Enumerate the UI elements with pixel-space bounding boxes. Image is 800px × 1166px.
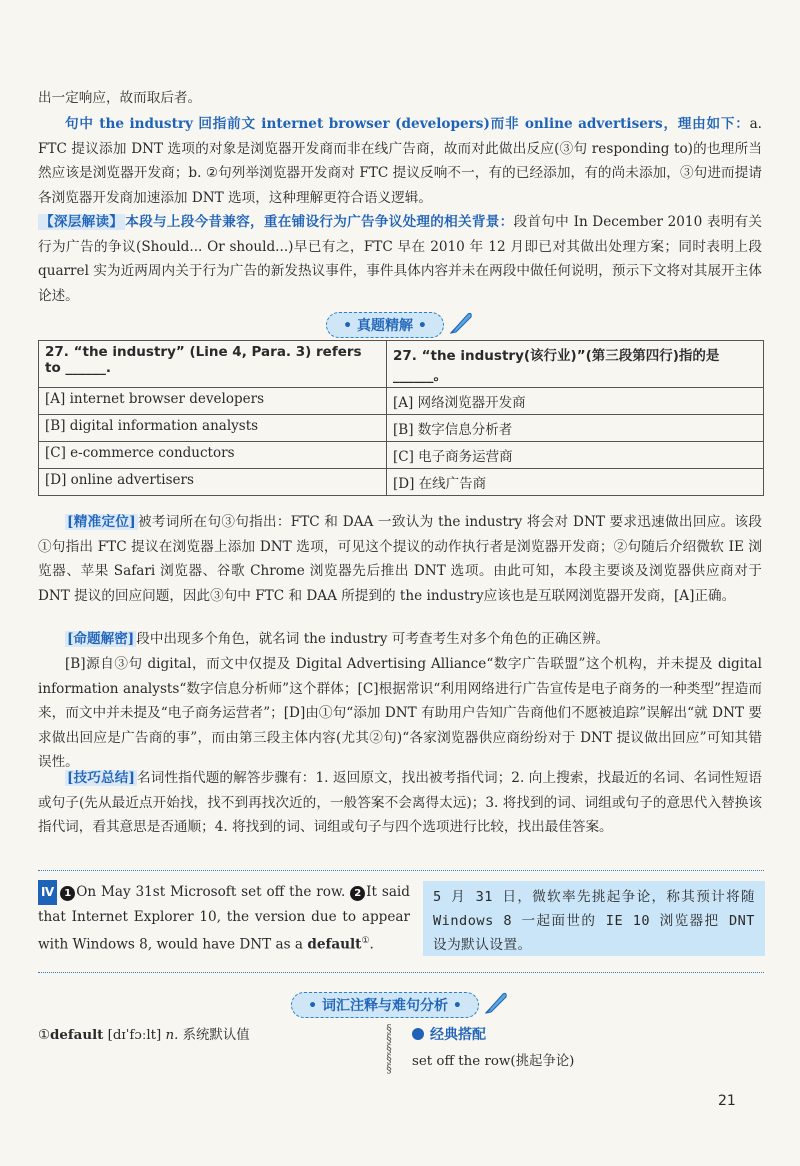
question-zh: 27. “the industry(该行业)”(第三段第四行)指的是______。 — [387, 341, 764, 388]
paragraph-question-decode — [38, 627, 762, 652]
page-number: 21 — [718, 1093, 736, 1109]
deep-reading-tag: 【深层解读】 — [40, 214, 124, 230]
banner-pill: • 真题精解 • — [326, 312, 444, 338]
technique-text: 名词性指代题的解答步骤有：1. 返回原文，找出被考指代词；2. 向上搜索，找最近的名词、名词性短语或句子(先从最近点开始找，找不到再找次近的，一般答案不会离得太远)；3. 将找到的词、词组或句子的意思代入替换该指代词，看其意思是否通顺；4. 将找到的词、词组或句子与四个选项进行比较，找出最佳答案。 — [38, 770, 762, 835]
option-row — [39, 388, 764, 415]
paragraph-distractors — [38, 652, 762, 775]
section-number: Ⅳ — [38, 880, 57, 905]
option-a-zh: [A] 网络浏览器开发商 — [387, 388, 764, 415]
option-d-zh: [D] 在线广告商 — [387, 469, 764, 496]
question-decode-tag: [命题解密] — [67, 631, 135, 647]
option-a-en: [A] internet browser developers — [39, 388, 387, 415]
quill-pen-icon — [483, 990, 509, 1020]
sentence-2-marker: 2 — [350, 886, 365, 901]
sentence-1: On May 31st Microsoft set off the row. — [76, 884, 346, 900]
option-c-en: [C] e-commerce conductors — [39, 442, 387, 469]
translation-box — [423, 881, 765, 956]
collocation-item: set off the row(挑起争论) — [412, 1054, 575, 1069]
question-table — [38, 340, 764, 496]
vocab-word: default — [50, 1027, 104, 1043]
distractors-text: [B]源自③句 digital，而文中仅提及 Digital Advertising Alliance“数字广告联盟”这个机构，并未提及 digital information analysts“数字信息分析师”这个群体；[C]根据常识“利用网络进行广告宣传是电子商务的一种类型”捏造而来，而文中并未提及“电子商务运营者”；[D]由①句“添加 DNT 有助用户告知广告商他们不愿被追踪”误解出“就 DNT 要求做出回应是广告商的事”，而由第三段主体内容(尤其②句)“各家浏览器供应商纷纷对于 DNT 提议做出回应”可知其错误性。 — [38, 656, 762, 770]
precise-location-text: 被考词所在句③句指出：FTC 和 DAA 一致认为 the industry 将会对 DNT 要求迅速做出回应。该段①句指出 FTC 提议在浏览器上添加 DNT 选项，可见这个提议的动作执行者是浏览器开发商；②句随后介绍微软 IE 浏览器、苹果 Safari 浏览器、谷歌 Chrome 浏览器先后推出 DNT 选项。由此可知，本段主要谈及浏览器供应商对于 DNT 提议的回应问题，因此③句中 FTC 和 DAA 所提到的 the industry应该也是互联网浏览器开发商，[A]正确。 — [38, 514, 762, 604]
reference-lead: 句中 the industry 回指前文 internet browser (developers)而非 online advertisers，理由如下： — [65, 116, 750, 132]
option-row — [39, 415, 764, 442]
vocab-phonetic: [dɪˈfɔːlt] — [107, 1028, 162, 1043]
footnote-marker: ① — [361, 936, 370, 946]
source-sentence-block — [38, 880, 410, 957]
sentence-1-marker: 1 — [60, 886, 75, 901]
question-en: 27. “the industry” (Line 4, Para. 3) refers to ______. — [39, 341, 387, 388]
option-b-en: [B] digital information analysts — [39, 415, 387, 442]
banner-title: 词汇注释与难句分析 — [322, 997, 448, 1014]
collocation-title — [412, 1024, 486, 1044]
paragraph-intro — [38, 86, 762, 111]
bullet-dot-icon — [412, 1028, 424, 1040]
reference-text: a. FTC 提议添加 DNT 选项的对象是浏览器开发商而非在线广告商，故而对此做出反应(③句 responding to)的也理所当然应该是浏览器开发商；b. ②句列举浏览器开发商对 FTC 提议反响不一，有的已经添加，有的尚未添加，③句进而提请各浏览器开发商加速添加 DNT 选项，这种理解更符合语义逻辑。 — [38, 116, 762, 206]
option-d-en: [D] online advertisers — [39, 469, 387, 496]
question-decode-text: 段中出现多个角色，就名词 the industry 可考查考生对多个角色的正确区辨。 — [136, 631, 610, 647]
divider-bottom — [38, 972, 764, 973]
deep-reading-lead: 本段与上段今昔兼容，重在铺设行为广告争议处理的相关背景： — [125, 214, 514, 230]
intro-text: 出一定响应，故而取后者。 — [38, 90, 202, 106]
vocab-number: ① — [38, 1028, 51, 1043]
option-c-zh: [C] 电子商务运营商 — [387, 442, 764, 469]
question-header-row — [39, 341, 764, 388]
sentence-2-end: . — [369, 936, 374, 953]
quill-pen-icon — [448, 310, 474, 340]
spiral-binding-icon: § § § § § — [386, 1022, 392, 1075]
collocation-title-text: 经典搭配 — [430, 1027, 486, 1043]
banner-real-question — [0, 310, 800, 336]
deep-reading-text: 段首句中 In December 2010 表明有关行为广告的争议(Should... Or should...)早已有之，FTC 早在 2010 年 12 月即已对其做出处理方案；同时表明上段 quarrel 实为近两周内关于行为广告的新发热议事件，事件具体内容并未在两段中做任何说明，预示下文将对其展开主体论述。 — [38, 214, 763, 304]
banner-title: 真题精解 — [357, 317, 413, 334]
option-row — [39, 469, 764, 496]
vocab-entry — [38, 1024, 250, 1043]
sentence-2: It said that Internet Explorer 10, the version due to appear with Windows 8, would have DNT as a — [38, 884, 410, 953]
option-row — [39, 442, 764, 469]
banner-pill: • 词汇注释与难句分析 • — [291, 992, 479, 1018]
precise-location-tag: [精准定位] — [67, 514, 136, 530]
paragraph-industry-reference — [38, 112, 762, 210]
paragraph-precise-location — [38, 510, 762, 608]
translation-text: 5 月 31 日，微软率先挑起争论，称其预计将随 Windows 8 一起面世的 IE 10 浏览器把 DNT 设为默认设置。 — [433, 889, 755, 953]
divider-top — [38, 870, 764, 871]
keyword-default: default — [307, 936, 362, 953]
technique-tag: [技巧总结] — [67, 770, 135, 786]
vocab-pos: n. — [165, 1028, 179, 1043]
banner-vocab-analysis — [0, 990, 800, 1016]
paragraph-technique — [38, 766, 762, 840]
option-b-zh: [B] 数字信息分析者 — [387, 415, 764, 442]
paragraph-deep-reading — [38, 210, 762, 308]
vocab-meaning: 系统默认值 — [182, 1028, 250, 1043]
